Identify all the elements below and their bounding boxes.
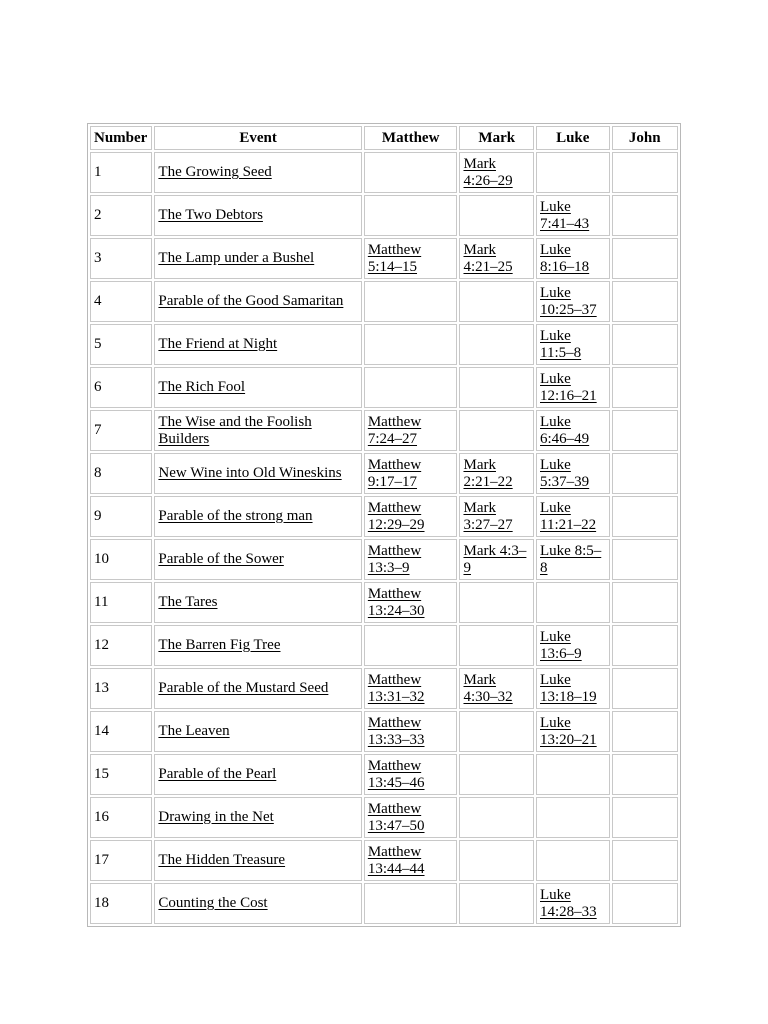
cell-number: 6	[90, 367, 152, 408]
table-row	[90, 883, 678, 924]
cell-luke	[536, 582, 610, 623]
cell-luke	[536, 410, 610, 451]
luke-reference-link[interactable]: Luke 11:21–22	[540, 499, 597, 533]
cell-number: 1	[90, 152, 152, 193]
cell-matthew	[364, 152, 458, 193]
cell-john	[612, 539, 679, 580]
cell-mark	[459, 539, 534, 580]
cell-event	[154, 668, 361, 709]
header-john: John	[612, 126, 679, 150]
cell-matthew	[364, 281, 458, 322]
cell-john	[612, 797, 679, 838]
cell-event	[154, 324, 361, 365]
cell-john	[612, 840, 679, 881]
parables-table-container	[87, 123, 681, 927]
luke-reference-link[interactable]: Luke 11:5–8	[540, 327, 582, 361]
cell-mark	[459, 625, 534, 666]
cell-number: 7	[90, 410, 152, 451]
cell-matthew	[364, 840, 458, 881]
mark-reference-link[interactable]: Mark 2:21–22	[463, 456, 513, 490]
cell-matthew	[364, 539, 458, 580]
cell-luke	[536, 883, 610, 924]
cell-john	[612, 711, 679, 752]
cell-luke	[536, 754, 610, 795]
cell-matthew	[364, 367, 458, 408]
cell-event	[154, 281, 361, 322]
cell-number: 4	[90, 281, 152, 322]
cell-mark	[459, 324, 534, 365]
cell-number: 8	[90, 453, 152, 494]
parables-table	[87, 123, 681, 927]
cell-event	[154, 453, 361, 494]
header-matthew: Matthew	[364, 126, 458, 150]
table-row	[90, 410, 678, 451]
event-link[interactable]: Parable of the strong man	[158, 508, 313, 524]
event-link[interactable]: Counting the Cost	[158, 895, 268, 911]
cell-mark	[459, 668, 534, 709]
matthew-reference-link[interactable]: Matthew 13:33–33	[367, 714, 425, 748]
table-row	[90, 754, 678, 795]
cell-number: 2	[90, 195, 152, 236]
header-event: Event	[154, 126, 361, 150]
cell-number: 9	[90, 496, 152, 537]
event-link[interactable]: The Friend at Night	[158, 336, 278, 352]
table-row	[90, 625, 678, 666]
cell-mark	[459, 238, 534, 279]
cell-john	[612, 195, 679, 236]
cell-matthew	[364, 711, 458, 752]
luke-reference-link[interactable]: Luke 10:25–37	[540, 284, 597, 318]
cell-number: 14	[90, 711, 152, 752]
table-row	[90, 238, 678, 279]
cell-luke	[536, 539, 610, 580]
cell-number: 3	[90, 238, 152, 279]
cell-john	[612, 883, 679, 924]
table-row	[90, 324, 678, 365]
matthew-reference-link[interactable]: Matthew 5:14–15	[367, 241, 422, 275]
cell-luke	[536, 711, 610, 752]
cell-matthew	[364, 410, 458, 451]
cell-event	[154, 410, 361, 451]
table-row	[90, 539, 678, 580]
table-body	[90, 152, 678, 924]
event-link[interactable]: Parable of the Sower	[158, 551, 284, 567]
cell-event	[154, 238, 361, 279]
cell-matthew	[364, 582, 458, 623]
cell-matthew	[364, 883, 458, 924]
luke-reference-link[interactable]: Luke 14:28–33	[540, 886, 597, 920]
table-row	[90, 496, 678, 537]
cell-john	[612, 453, 679, 494]
cell-john	[612, 582, 679, 623]
cell-luke	[536, 496, 610, 537]
table-row	[90, 195, 678, 236]
cell-matthew	[364, 625, 458, 666]
cell-matthew	[364, 797, 458, 838]
cell-mark	[459, 582, 534, 623]
matthew-reference-link[interactable]: Matthew 13:45–46	[367, 757, 425, 791]
cell-john	[612, 152, 679, 193]
cell-luke	[536, 668, 610, 709]
cell-event	[154, 152, 361, 193]
luke-reference-link[interactable]: Luke 6:46–49	[540, 413, 590, 447]
luke-reference-link[interactable]: Luke 8:5–8	[540, 542, 602, 576]
cell-matthew	[364, 324, 458, 365]
cell-luke	[536, 195, 610, 236]
matthew-reference-link[interactable]: Matthew 7:24–27	[367, 413, 422, 447]
cell-event	[154, 539, 361, 580]
cell-number: 15	[90, 754, 152, 795]
cell-john	[612, 367, 679, 408]
cell-mark	[459, 496, 534, 537]
cell-luke	[536, 840, 610, 881]
cell-number: 17	[90, 840, 152, 881]
table-row	[90, 840, 678, 881]
cell-matthew	[364, 496, 458, 537]
luke-reference-link[interactable]: Luke 13:20–21	[540, 714, 597, 748]
event-link[interactable]: The Lamp under a Bushel	[158, 250, 315, 266]
cell-matthew	[364, 195, 458, 236]
cell-luke	[536, 152, 610, 193]
cell-john	[612, 281, 679, 322]
event-link[interactable]: The Barren Fig Tree	[158, 637, 281, 653]
cell-number: 10	[90, 539, 152, 580]
cell-event	[154, 883, 361, 924]
cell-mark	[459, 152, 534, 193]
header-mark: Mark	[459, 126, 534, 150]
cell-luke	[536, 238, 610, 279]
matthew-reference-link[interactable]: Matthew 12:29–29	[367, 499, 425, 533]
cell-event	[154, 711, 361, 752]
matthew-reference-link[interactable]: Matthew 13:31–32	[367, 671, 425, 705]
cell-event	[154, 367, 361, 408]
cell-mark	[459, 711, 534, 752]
cell-number: 11	[90, 582, 152, 623]
event-link[interactable]: Parable of the Good Samaritan	[158, 293, 344, 309]
table-row	[90, 668, 678, 709]
cell-john	[612, 238, 679, 279]
table-row	[90, 797, 678, 838]
event-link[interactable]: Drawing in the Net	[158, 809, 274, 825]
event-link[interactable]: The Two Debtors	[158, 207, 263, 223]
table-header-row	[90, 126, 678, 150]
cell-matthew	[364, 238, 458, 279]
mark-reference-link[interactable]: Mark 3:27–27	[463, 499, 513, 533]
luke-reference-link[interactable]: Luke 8:16–18	[540, 241, 590, 275]
cell-number: 5	[90, 324, 152, 365]
cell-mark	[459, 840, 534, 881]
cell-luke	[536, 367, 610, 408]
cell-mark	[459, 883, 534, 924]
cell-john	[612, 668, 679, 709]
table-row	[90, 453, 678, 494]
luke-reference-link[interactable]: Luke 13:18–19	[540, 671, 597, 705]
event-link[interactable]: The Wise and the Foolish Builders	[158, 413, 312, 447]
event-link[interactable]: The Rich Fool	[158, 379, 246, 395]
event-link[interactable]: Parable of the Mustard Seed	[158, 680, 329, 696]
table-row	[90, 367, 678, 408]
cell-number: 18	[90, 883, 152, 924]
table-row	[90, 152, 678, 193]
cell-mark	[459, 367, 534, 408]
cell-event	[154, 496, 361, 537]
cell-matthew	[364, 668, 458, 709]
event-link[interactable]: Parable of the Pearl	[158, 766, 277, 782]
matthew-reference-link[interactable]: Matthew 13:47–50	[367, 800, 425, 834]
cell-luke	[536, 281, 610, 322]
mark-reference-link[interactable]: Mark 4:3–9	[463, 542, 527, 576]
table-row	[90, 582, 678, 623]
mark-reference-link[interactable]: Mark 4:26–29	[463, 155, 513, 189]
table-row	[90, 281, 678, 322]
cell-mark	[459, 195, 534, 236]
cell-mark	[459, 797, 534, 838]
event-link[interactable]: The Growing Seed	[158, 164, 272, 180]
cell-luke	[536, 453, 610, 494]
cell-john	[612, 324, 679, 365]
cell-john	[612, 410, 679, 451]
luke-reference-link[interactable]: Luke 13:6–9	[540, 628, 582, 662]
matthew-reference-link[interactable]: Matthew 13:44–44	[367, 843, 425, 877]
cell-number: 16	[90, 797, 152, 838]
cell-mark	[459, 453, 534, 494]
matthew-reference-link[interactable]: Matthew 9:17–17	[367, 456, 422, 490]
cell-mark	[459, 410, 534, 451]
header-luke: Luke	[536, 126, 610, 150]
cell-john	[612, 754, 679, 795]
luke-reference-link[interactable]: Luke 12:16–21	[540, 370, 597, 404]
cell-event	[154, 195, 361, 236]
cell-event	[154, 754, 361, 795]
table-row	[90, 711, 678, 752]
cell-matthew	[364, 754, 458, 795]
mark-reference-link[interactable]: Mark 4:30–32	[463, 671, 513, 705]
matthew-reference-link[interactable]: Matthew 13:3–9	[367, 542, 422, 576]
cell-event	[154, 797, 361, 838]
event-link[interactable]: The Hidden Treasure	[158, 852, 286, 868]
cell-event	[154, 625, 361, 666]
matthew-reference-link[interactable]: Matthew 13:24–30	[367, 585, 425, 619]
cell-number: 12	[90, 625, 152, 666]
cell-event	[154, 582, 361, 623]
luke-reference-link[interactable]: Luke 5:37–39	[540, 456, 590, 490]
cell-mark	[459, 281, 534, 322]
event-link[interactable]: New Wine into Old Wineskins	[158, 465, 342, 481]
cell-luke	[536, 324, 610, 365]
cell-john	[612, 496, 679, 537]
cell-john	[612, 625, 679, 666]
header-number: Number	[90, 126, 152, 150]
cell-number: 13	[90, 668, 152, 709]
cell-luke	[536, 797, 610, 838]
cell-mark	[459, 754, 534, 795]
luke-reference-link[interactable]: Luke 7:41–43	[540, 198, 590, 232]
mark-reference-link[interactable]: Mark 4:21–25	[463, 241, 513, 275]
event-link[interactable]: The Leaven	[158, 723, 230, 739]
cell-luke	[536, 625, 610, 666]
cell-event	[154, 840, 361, 881]
event-link[interactable]: The Tares	[158, 594, 218, 610]
cell-matthew	[364, 453, 458, 494]
